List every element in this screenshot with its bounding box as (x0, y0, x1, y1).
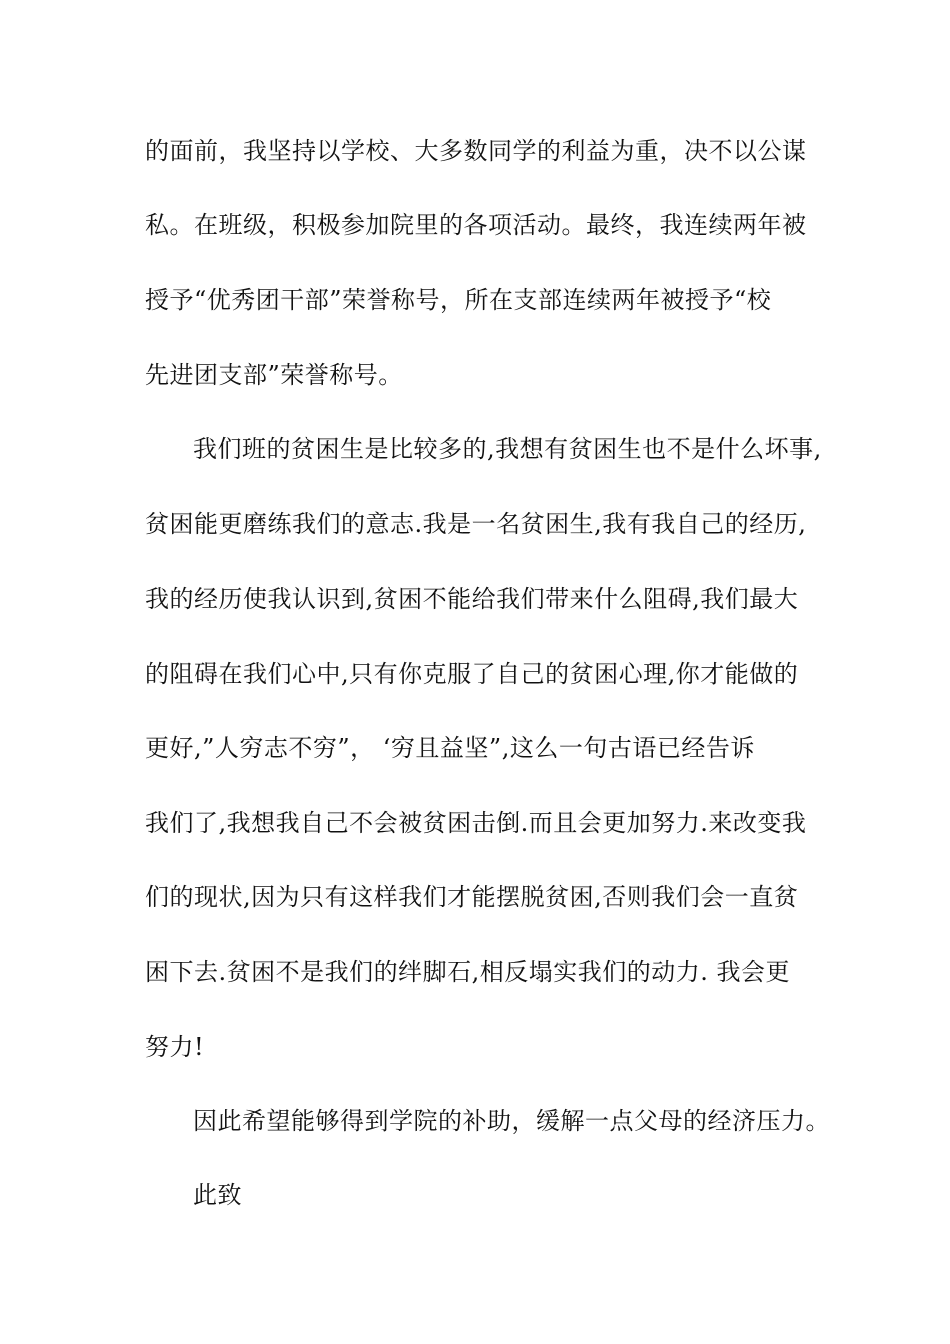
text-line: 我们了,我想我自己不会被贫困击倒.而且会更加努力.来改变我 (145, 809, 807, 837)
text-line: 的面前，我坚持以学校、大多数同学的利益为重，决不以公谋 (145, 137, 807, 165)
text-line: 的阻碍在我们心中,只有你克服了自己的贫困心理,你才能做的 (145, 660, 799, 688)
text-line: 先进团支部”荣誉称号。 (145, 361, 403, 389)
text-line: 我的经历使我认识到,贫困不能给我们带来什么阻碍,我们最大 (145, 585, 799, 613)
text-line: 困下去.贫困不是我们的绊脚石,相反塌实我们的动力. 我会更 (145, 958, 791, 986)
text-line: 因此希望能够得到学院的补助，缓解一点父母的经济压力。 (193, 1107, 830, 1135)
text-line: 私。在班级，积极参加院里的各项活动。最终，我连续两年被 (145, 211, 807, 239)
text-line: 我们班的贫困生是比较多的,我想有贫困生也不是什么坏事, (193, 435, 822, 463)
text-line: 贫困能更磨练我们的意志.我是一名贫困生,我有我自己的经历, (145, 510, 807, 538)
text-line: 授予“优秀团干部”荣誉称号，所在支部连续两年被授予“校 (145, 286, 772, 314)
text-line: 努力! (145, 1033, 205, 1061)
text-line: 们的现状,因为只有这样我们才能摆脱贫困,否则我们会一直贫 (145, 883, 799, 911)
text-line: 更好,”人穷志不穷”， ‘穷且益坚”,这么一句古语已经告诉 (145, 734, 755, 762)
text-line: 此致 (193, 1181, 242, 1209)
